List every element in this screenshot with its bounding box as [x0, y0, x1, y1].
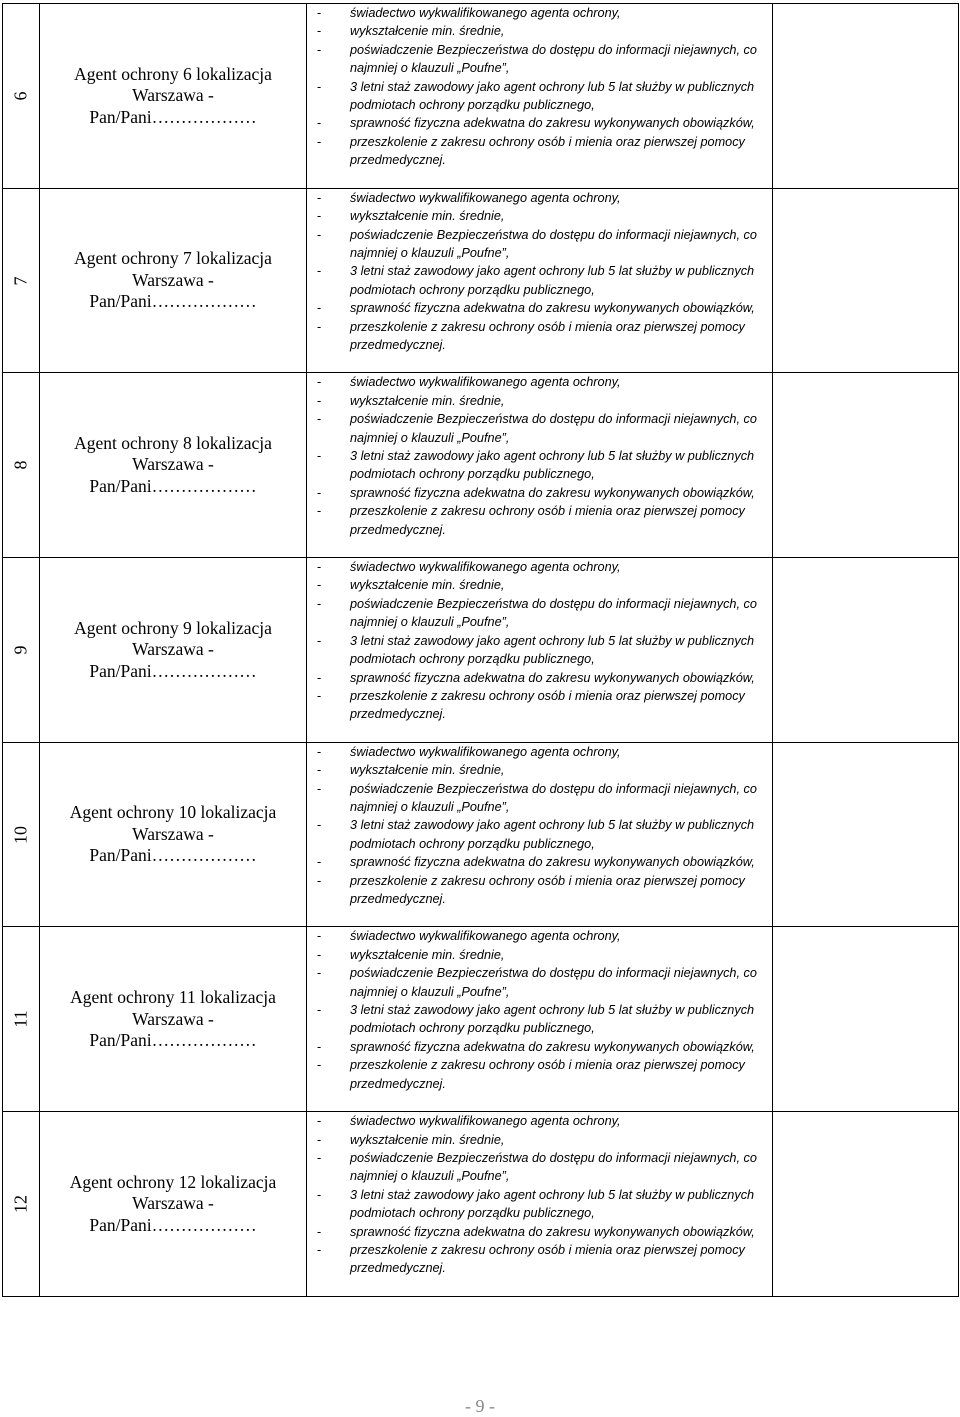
empty-cell	[773, 4, 959, 189]
position-cell	[40, 373, 307, 558]
requirement-item: - przeszkolenie z zakresu ochrony osób i mienia oraz pierwszej pomocy przedmedycznej.	[317, 1241, 768, 1278]
row-number-cell	[3, 558, 40, 743]
position-city: Warszawa -	[132, 454, 214, 475]
empty-cell	[773, 373, 959, 558]
table-row	[3, 558, 959, 743]
requirements-cell	[307, 927, 773, 1112]
position-cell	[40, 4, 307, 189]
requirements-cell	[307, 742, 773, 927]
requirement-item: - poświadczenie Bezpieczeństwa do dostępu do informacji niejawnych, co najmniej o klauzuli „Poufne”,	[317, 1149, 768, 1186]
position-title: Agent ochrony 9 lokalizacja	[74, 617, 272, 638]
position-city: Warszawa -	[132, 1008, 214, 1029]
requirement-item: - poświadczenie Bezpieczeństwa do dostępu do informacji niejawnych, co najmniej o klauzuli „Poufne”,	[317, 780, 768, 817]
row-number-cell	[3, 188, 40, 373]
row-number: 12	[10, 1194, 31, 1213]
table-row	[3, 4, 959, 189]
requirement-item: - sprawność fizyczna adekwatna do zakresu wykonywanych obowiązków,	[317, 484, 768, 502]
table-row	[3, 742, 959, 927]
requirements-list	[307, 558, 772, 724]
position-person: Pan/Pani………………	[89, 475, 257, 496]
requirement-item: - 3 letni staż zawodowy jako agent ochrony lub 5 lat służby w publicznych podmiotach ochrony porządku publicznego,	[317, 1001, 768, 1038]
requirements-list	[307, 4, 772, 170]
position-person: Pan/Pani………………	[89, 106, 257, 127]
requirement-item: - przeszkolenie z zakresu ochrony osób i mienia oraz pierwszej pomocy przedmedycznej.	[317, 872, 768, 909]
position-city: Warszawa -	[132, 85, 214, 106]
requirements-list	[307, 927, 772, 1093]
requirement-item: - świadectwo wykwalifikowanego agenta ochrony,	[317, 189, 768, 207]
table-row	[3, 1112, 959, 1297]
requirement-item: - wykształcenie min. średnie,	[317, 761, 768, 779]
position-title: Agent ochrony 10 lokalizacja	[69, 802, 277, 823]
position-person: Pan/Pani………………	[89, 660, 257, 681]
row-number-cell	[3, 742, 40, 927]
requirement-item: - poświadczenie Bezpieczeństwa do dostępu do informacji niejawnych, co najmniej o klauzuli „Poufne”,	[317, 595, 768, 632]
position-title: Agent ochrony 12 lokalizacja	[69, 1171, 277, 1192]
requirement-item: - wykształcenie min. średnie,	[317, 392, 768, 410]
requirement-item: - sprawność fizyczna adekwatna do zakresu wykonywanych obowiązków,	[317, 1038, 768, 1056]
empty-cell	[773, 927, 959, 1112]
requirements-list	[307, 373, 772, 539]
position-title: Agent ochrony 6 lokalizacja	[74, 63, 272, 84]
requirements-list	[307, 743, 772, 909]
requirement-item: - świadectwo wykwalifikowanego agenta ochrony,	[317, 558, 768, 576]
requirement-item: - wykształcenie min. średnie,	[317, 207, 768, 225]
requirement-item: - świadectwo wykwalifikowanego agenta ochrony,	[317, 373, 768, 391]
requirement-item: - sprawność fizyczna adekwatna do zakresu wykonywanych obowiązków,	[317, 114, 768, 132]
position-person: Pan/Pani………………	[89, 845, 257, 866]
row-number-cell	[3, 4, 40, 189]
requirement-item: - świadectwo wykwalifikowanego agenta ochrony,	[317, 743, 768, 761]
requirement-item: - sprawność fizyczna adekwatna do zakresu wykonywanych obowiązków,	[317, 853, 768, 871]
requirements-cell	[307, 188, 773, 373]
table-row	[3, 927, 959, 1112]
position-city: Warszawa -	[132, 639, 214, 660]
position-cell	[40, 558, 307, 743]
requirement-item: - 3 letni staż zawodowy jako agent ochrony lub 5 lat służby w publicznych podmiotach ochrony porządku publicznego,	[317, 816, 768, 853]
requirements-cell	[307, 558, 773, 743]
requirement-item: - przeszkolenie z zakresu ochrony osób i mienia oraz pierwszej pomocy przedmedycznej.	[317, 502, 768, 539]
row-number: 11	[10, 1010, 31, 1028]
requirement-item: - przeszkolenie z zakresu ochrony osób i mienia oraz pierwszej pomocy przedmedycznej.	[317, 133, 768, 170]
row-number: 6	[10, 91, 31, 101]
requirement-item: - wykształcenie min. średnie,	[317, 946, 768, 964]
empty-cell	[773, 188, 959, 373]
row-number-cell	[3, 927, 40, 1112]
requirement-item: - świadectwo wykwalifikowanego agenta ochrony,	[317, 4, 768, 22]
position-cell	[40, 1112, 307, 1297]
requirements-list	[307, 189, 772, 355]
row-number-cell	[3, 373, 40, 558]
requirement-item: - wykształcenie min. średnie,	[317, 22, 768, 40]
requirement-item: - sprawność fizyczna adekwatna do zakresu wykonywanych obowiązków,	[317, 299, 768, 317]
position-cell	[40, 188, 307, 373]
requirement-item: - 3 letni staż zawodowy jako agent ochrony lub 5 lat służby w publicznych podmiotach ochrony porządku publicznego,	[317, 262, 768, 299]
position-person: Pan/Pani………………	[89, 1214, 257, 1235]
requirement-item: - przeszkolenie z zakresu ochrony osób i mienia oraz pierwszej pomocy przedmedycznej.	[317, 687, 768, 724]
position-city: Warszawa -	[132, 823, 214, 844]
empty-cell	[773, 1112, 959, 1297]
requirement-item: - sprawność fizyczna adekwatna do zakresu wykonywanych obowiązków,	[317, 1223, 768, 1241]
page-number: - 9 -	[465, 1396, 495, 1416]
row-number: 9	[10, 645, 31, 655]
position-cell	[40, 927, 307, 1112]
row-number: 10	[10, 825, 31, 844]
requirement-item: - przeszkolenie z zakresu ochrony osób i mienia oraz pierwszej pomocy przedmedycznej.	[317, 318, 768, 355]
position-title: Agent ochrony 7 lokalizacja	[74, 248, 272, 269]
position-title: Agent ochrony 11 lokalizacja	[70, 987, 276, 1008]
requirements-list	[307, 1112, 772, 1278]
requirement-item: - poświadczenie Bezpieczeństwa do dostępu do informacji niejawnych, co najmniej o klauzuli „Poufne”,	[317, 964, 768, 1001]
requirement-item: - 3 letni staż zawodowy jako agent ochrony lub 5 lat służby w publicznych podmiotach ochrony porządku publicznego,	[317, 78, 768, 115]
personnel-table	[2, 3, 959, 1297]
requirement-item: - świadectwo wykwalifikowanego agenta ochrony,	[317, 1112, 768, 1130]
position-city: Warszawa -	[132, 269, 214, 290]
requirements-cell	[307, 1112, 773, 1297]
requirement-item: - 3 letni staż zawodowy jako agent ochrony lub 5 lat służby w publicznych podmiotach ochrony porządku publicznego,	[317, 1186, 768, 1223]
empty-cell	[773, 558, 959, 743]
position-cell	[40, 742, 307, 927]
requirement-item: - sprawność fizyczna adekwatna do zakresu wykonywanych obowiązków,	[317, 669, 768, 687]
position-person: Pan/Pani………………	[89, 291, 257, 312]
row-number: 7	[10, 276, 31, 286]
requirements-cell	[307, 4, 773, 189]
requirement-item: - poświadczenie Bezpieczeństwa do dostępu do informacji niejawnych, co najmniej o klauzuli „Poufne”,	[317, 41, 768, 78]
table-row	[3, 188, 959, 373]
row-number-cell	[3, 1112, 40, 1297]
table-row	[3, 373, 959, 558]
position-city: Warszawa -	[132, 1193, 214, 1214]
requirement-item: - 3 letni staż zawodowy jako agent ochrony lub 5 lat służby w publicznych podmiotach ochrony porządku publicznego,	[317, 632, 768, 669]
position-title: Agent ochrony 8 lokalizacja	[74, 432, 272, 453]
requirement-item: - świadectwo wykwalifikowanego agenta ochrony,	[317, 927, 768, 945]
row-number: 8	[10, 460, 31, 470]
position-person: Pan/Pani………………	[89, 1030, 257, 1051]
requirement-item: - wykształcenie min. średnie,	[317, 576, 768, 594]
empty-cell	[773, 742, 959, 927]
requirement-item: - poświadczenie Bezpieczeństwa do dostępu do informacji niejawnych, co najmniej o klauzuli „Poufne”,	[317, 410, 768, 447]
requirement-item: - wykształcenie min. średnie,	[317, 1131, 768, 1149]
requirement-item: - przeszkolenie z zakresu ochrony osób i mienia oraz pierwszej pomocy przedmedycznej.	[317, 1056, 768, 1093]
requirement-item: - 3 letni staż zawodowy jako agent ochrony lub 5 lat służby w publicznych podmiotach ochrony porządku publicznego,	[317, 447, 768, 484]
requirement-item: - poświadczenie Bezpieczeństwa do dostępu do informacji niejawnych, co najmniej o klauzuli „Poufne”,	[317, 226, 768, 263]
requirements-cell	[307, 373, 773, 558]
